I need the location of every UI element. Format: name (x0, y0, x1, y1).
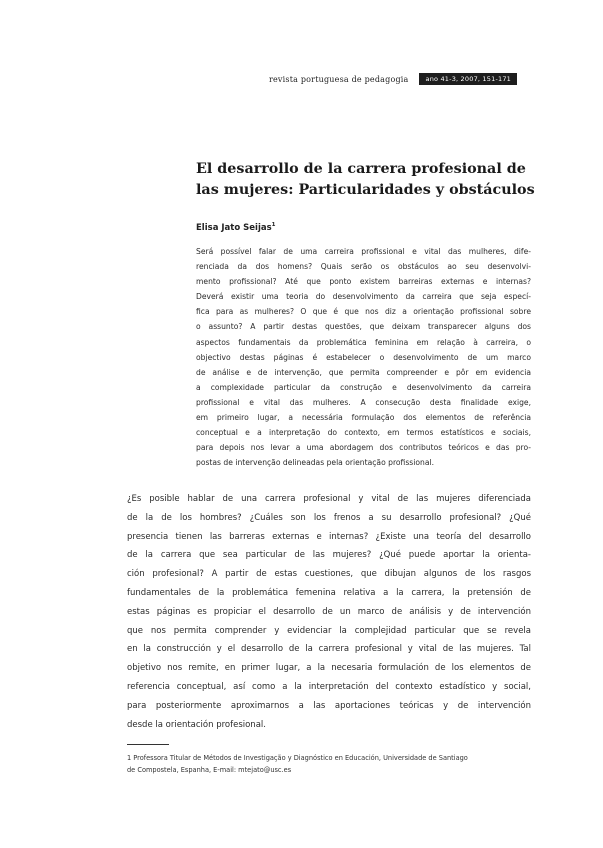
article-title (196, 159, 556, 201)
journal-name: revista portuguesa de pedagogia (268, 74, 409, 84)
abstract-line: mento profissional? Até que ponto existem barreiras externas e internas? (196, 277, 531, 287)
body-line: presencia tienen las barreras externas e internas? ¿Existe una teoría del desarrollo (127, 531, 531, 542)
title-line: El desarrollo de la carrera profesional de (196, 161, 526, 177)
running-head (269, 72, 517, 86)
body-line: objetivo nos remite, en primer lugar, a la necesaria formulación de los elementos de (127, 663, 531, 674)
body-line: de la de los hombres? ¿Cuáles son los frenos a su desarrollo profesional? ¿Qué (127, 512, 531, 523)
abstract-line: Deverá existir uma teoria do desenvolvimento da carreira que seja especí- (196, 292, 531, 302)
body-paragraph (127, 490, 531, 734)
footnote-divider (127, 744, 169, 745)
body-line: fundamentales de la problemática femenina relativa a la carrera, la pretensión de (127, 587, 531, 598)
author-name-text: Elisa Jato Seijas (196, 223, 272, 233)
abstract-line: conceptual e a interpretação do contexto, em termos estatísticos e sociais, (196, 428, 531, 438)
body-line: estas páginas es propiciar el desarrollo de un marco de análisis y de intervención (127, 606, 531, 617)
abstract-line: para depois nos levar a uma abordagem dos contributos teóricos e das pro- (196, 443, 531, 453)
footnote-line: 1 Professora Titular de Métodos de Investigação y Diagnóstico en Educación, Universidade de Santiago (127, 754, 468, 762)
issue-citation: ano 41-3, 2007, 151-171 (419, 73, 517, 85)
body-line: de la carrera que sea particular de las mujeres? ¿Qué puede aportar la orienta- (127, 550, 531, 561)
title-line: las mujeres: Particularidades y obstáculos (196, 182, 535, 198)
footnote-marker[interactable]: 1 (271, 222, 276, 228)
body-line: referencia conceptual, así como a la interpretación del contexto estadístico y social, (127, 681, 531, 692)
abstract-line: fica para as mulheres? O que é que nos diz a orientação profissional sobre (196, 307, 531, 317)
abstract-line: objectivo destas páginas é estabelecer o desenvolvimento de um marco (196, 352, 531, 362)
body-line: ¿Es posible hablar de una carrera profesional y vital de las mujeres diferenciada (127, 494, 531, 504)
abstract-line: Será possível falar de uma carreira profissional e vital das mulheres, dife- (196, 247, 531, 256)
abstract (196, 244, 531, 470)
abstract-line: profissional e vital das mulheres. A consecução desta finalidade exige, (196, 397, 531, 407)
body-line: ción profesional? A partir de estas cuestiones, que dibujan algunos de los rasgos (127, 569, 531, 580)
footnote-line: de Compostela, Espanha, E-mail: mtejato@usc.es (127, 766, 292, 774)
abstract-line: a complexidade particular da construção e desenvolvimento da carreira (196, 382, 531, 392)
body-line: en la construcción y el desarrollo de la carrera profesional y vital de las mujeres. Tal (127, 644, 531, 655)
body-line: desde la orientación profesional. (127, 719, 266, 730)
author-name (196, 222, 276, 233)
body-line: que nos permita comprender y evidenciar la complejidad particular que se revela (127, 625, 531, 636)
footnote (127, 752, 537, 776)
abstract-line: em primeiro lugar, a necessária formulação dos elementos de referência (196, 413, 531, 423)
abstract-line: postas de intervenção delineadas pela orientação profissional. (196, 458, 434, 468)
body-line: para posteriormente aproximarnos a las aportaciones teóricas y de intervención (127, 700, 531, 711)
abstract-line: de análise e de intervenção, que permita compreender e pôr em evidencia (196, 367, 531, 377)
abstract-line: aspectos fundamentais da problemática feminina em relação à carreira, o (196, 337, 531, 347)
abstract-line: renciada da dos homens? Quais serão os obstáculos ao seu desenvolvi- (196, 262, 531, 272)
abstract-line: o assunto? A partir destas questões, que deixam transparecer alguns dos (196, 322, 531, 332)
